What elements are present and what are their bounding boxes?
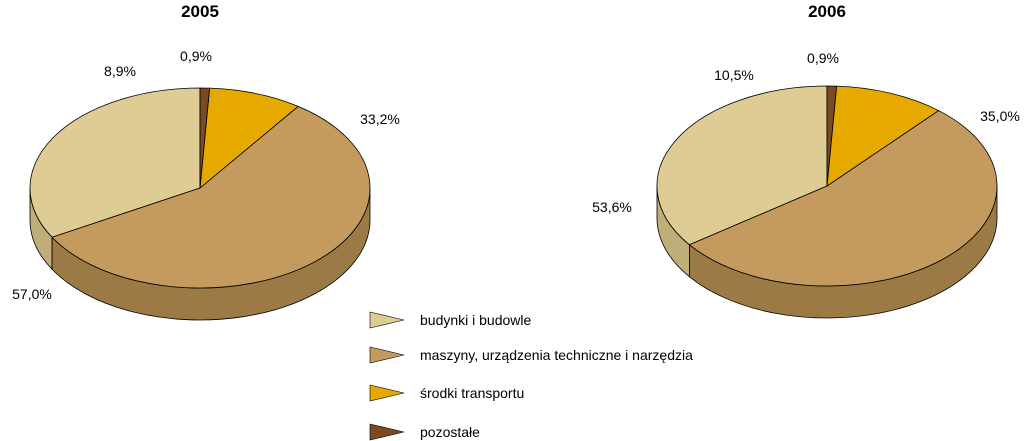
legend-swatch-transport <box>370 385 404 401</box>
pie-chart-2005 <box>12 48 400 320</box>
data-label-maszyny-2005: 57,0% <box>12 286 52 302</box>
chart-title-2005: 2005 <box>181 2 219 21</box>
legend-swatch-pozostale <box>370 424 404 440</box>
data-label-maszyny-2006: 53,6% <box>592 199 632 215</box>
legend-label-transport: środki transportu <box>420 385 525 401</box>
legend-label-budynki: budynki i budowle <box>420 312 532 328</box>
legend <box>370 312 693 440</box>
data-label-budynki-2006: 35,0% <box>980 108 1020 124</box>
legend-swatch-maszyny <box>370 347 404 363</box>
data-label-transport-2005: 8,9% <box>104 63 136 79</box>
legend-label-maszyny: maszyny, urządzenia techniczne i narzędzia <box>420 347 693 363</box>
chart-title-2006: 2006 <box>808 2 846 21</box>
legend-label-pozostale: pozostałe <box>420 424 480 440</box>
legend-swatch-budynki <box>370 312 404 328</box>
pie-chart-2006 <box>592 50 1020 318</box>
data-label-budynki-2005: 33,2% <box>360 111 400 127</box>
data-label-pozostale-2006: 0,9% <box>807 50 839 66</box>
data-label-transport-2006: 10,5% <box>714 67 754 83</box>
data-label-pozostale-2005: 0,9% <box>180 48 212 64</box>
